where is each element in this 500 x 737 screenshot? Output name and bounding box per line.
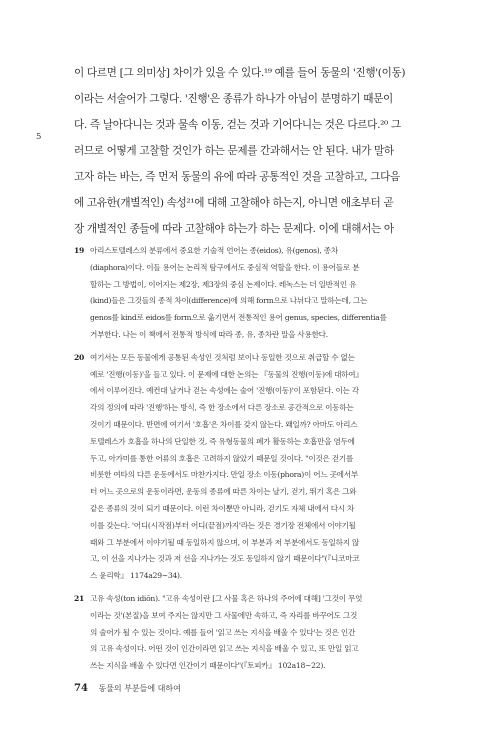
- footnote-line: 거부한다. 나는 이 책에서 전통적 방식에 따라 종, 유, 종차란 말을 사용한다.: [90, 329, 328, 339]
- footnote-number: 19: [74, 246, 85, 255]
- footnote-line: 의 술어가 될 수 있는 것이다. 예를 들어 '읽고 쓰는 지식을 배울 수 있다'는 것은 인간: [90, 627, 356, 637]
- footnote-line: 고, 이 선을 지나가는 것과 저 선을 지나가는 것도 동일하지 않기 때문이다"(『니코마코: [90, 554, 360, 564]
- footnote-line: genos를 kind로 eidos를 form으로 옮기면서 전통적인 용어 genus, species, differentia를: [90, 313, 387, 323]
- body-line: 다. 즉 날아다니는 것과 물속 이동, 걷는 것과 기어다니는 것은 다르다.²⁰ 그: [74, 119, 401, 131]
- footnote-line: 각의 정의에 따라 '진행'하는 방식, 즉 한 장소에서 다른 장소로 공간적으로 이동하는: [90, 403, 354, 413]
- footnote-number: 20: [74, 352, 85, 362]
- body-line: 러므로 어떻게 고찰할 것인가 하는 문제를 간과해서는 안 된다. 내가 말하: [74, 145, 394, 157]
- footnote-20: [74, 350, 436, 585]
- footnote-line: (diaphora)이다. 이들 용어는 논리적 탐구에서도 중심적 역할을 한다. 이 용어들로 분: [90, 262, 360, 272]
- footnote-line: 에서 이루어진다. 예컨대 날거나 걷는 속성에는 술어 '진행(이동)'이 포함된다. 이는 각: [90, 386, 359, 396]
- footnote-line: 여기서는 모든 동물에게 공통된 속성인 것처럼 보이나 동일한 것으로 취급할 수 없는: [90, 352, 355, 362]
- footnotes: [74, 243, 436, 681]
- body-line: 에 고유한(개별적인) 속성²¹에 대해 고찰해야 하는지, 아니면 애초부터 곧: [74, 197, 394, 209]
- footnote-line: 비롯한 여타의 다른 운동에서도 마찬가지다. 만일 장소 이동(phora)이 어느 곳에서부: [90, 470, 358, 480]
- footnote-line: 같은 종류의 것이 되기 때문이다. 이런 차이뿐만 아니라, 걷기도 자체 내에서 다시 차: [90, 503, 355, 513]
- footnote-number: 21: [74, 593, 85, 603]
- footnote-line: 아리스토텔레스의 분류에서 중요한 기술적 언어는 종(eidos), 유(genos), 종차: [90, 246, 338, 255]
- footnote-line: 이를 갖는다. '어디(시작점)부터 어디(끝점)까지'라는 것은 경기장 전체에서 이야기될: [90, 520, 356, 530]
- footnote-line: 예로 '진행(이동)'을 들고 있다. 이 문제에 대한 논의는 『동물의 진행(이동)에 대하여』: [90, 369, 363, 379]
- footnote-line: 터 어느 곳으로의 운동이라면, 운동의 종류에 따른 차이는 날기, 걷기, 뛰기 혹은 그와: [90, 487, 357, 497]
- footnote-line: 의 고유 속성이다. 어떤 것이 인간이라면 읽고 쓰는 지식을 배울 수 있고, 또 만일 읽고: [90, 644, 359, 654]
- footnote-19: [74, 243, 436, 344]
- footnote-line: 토텔레스가 호흡을 하나의 단일한 것, 즉 유형동물의 폐가 활동하는 호흡만을 염두에: [90, 436, 355, 446]
- page-number: 74: [74, 683, 88, 694]
- page-footer: [74, 683, 181, 694]
- body-text: [74, 60, 436, 242]
- footnote-line: 것이기 때문이다. 반면에 여기서 '호흡'은 차이를 갖지 않는다. 왜일까? 아마도 아리스: [90, 419, 358, 429]
- body-line: 이라는 서술어가 그렇다. '진행'은 종류가 하나가 아님이 분명하기 때문이: [74, 93, 393, 105]
- body-line: 장 개별적인 종들에 따라 고찰해야 하는가 하는 문제다. 이에 대해서는 아: [74, 223, 394, 235]
- line-number-marker: 5: [36, 132, 42, 142]
- footnote-line: 고유 속성(ton idiōn). "고유 속성이란 [그 사물 혹은 하나의 주어에 대해] '그것이 무엇: [90, 593, 363, 603]
- footnote-line: 할하는 그 방법이, 이어지는 제2장, 제3장의 중심 논제이다. 레녹스는 더 일반적인 유: [90, 279, 357, 289]
- body-line: 이 다르면 [그 의미상] 차이가 있을 수 있다.¹⁹ 예를 들어 동물의 '진행'(이동): [74, 67, 406, 79]
- running-title: 동물의 부분들에 대하여: [98, 684, 181, 693]
- footnote-line: 이라는 것'(본질)을 보여 주지는 않지만 그 사물에만 속하고, 즉 자리를 바꾸어도 그것: [90, 610, 358, 620]
- footnote-line: 스 윤리학』 1174a29~34).: [90, 571, 182, 581]
- footnote-line: 두고, 아가미를 통한 어류의 호흡은 고려하지 않았기 때문일 것이다. "이것은 걷기를: [90, 453, 354, 463]
- footnote-line: 쓰는 지식을 배울 수 있다면 인간이기 때문이다"(『토피카』 102a18~22).: [90, 661, 326, 671]
- footnote-21: [74, 591, 436, 675]
- body-line: 고자 하는 바는, 즉 먼저 동물의 유에 따라 공통적인 것을 고찰하고, 그다음: [74, 171, 400, 183]
- footnote-line: 때와 그 부분에서 이야기될 때 동일하지 않으며, 이 부분과 저 부분에서도 동일하지 않: [90, 537, 360, 547]
- footnote-line: (kind)들은 그것들의 종적 차이(difference)에 의해 form으로 나뉘다고 말하는데, 그는: [90, 296, 368, 306]
